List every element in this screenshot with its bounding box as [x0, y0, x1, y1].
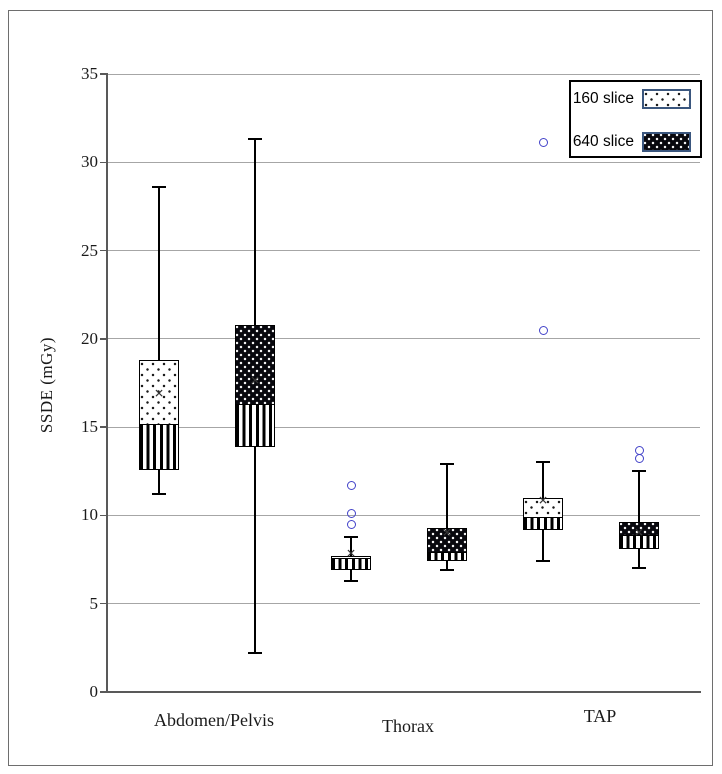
y-axis-title: SSDE (mGy): [37, 336, 56, 434]
gridline: [107, 427, 700, 428]
y-axis-tick: [100, 162, 106, 164]
y-axis-tick-label: 0: [89, 682, 98, 701]
mean-marker: ✕: [441, 525, 453, 540]
legend: [569, 80, 702, 158]
whisker-upper-line-160-slice: [158, 187, 160, 360]
y-axis-line: [106, 73, 108, 693]
x-axis-line: [106, 691, 701, 693]
whisker-cap-min: [632, 567, 646, 569]
category-label-tap: TAP: [583, 706, 617, 726]
whisker-lower-line-640-slice: [254, 447, 256, 654]
outlier-marker: [347, 520, 356, 529]
gridline: [107, 603, 700, 604]
outlier-marker: [635, 454, 644, 463]
gridline: [107, 162, 700, 163]
y-axis-tick: [100, 603, 106, 605]
y-axis-tick: [100, 691, 106, 693]
box-upper-quartile-segment: [428, 529, 466, 554]
whisker-cap-min: [440, 569, 454, 571]
whisker-cap-min: [344, 580, 358, 582]
y-axis-tick: [100, 426, 106, 428]
whisker-upper-line-640-slice: [446, 464, 448, 528]
legend-item-160-slice: [571, 89, 691, 109]
whisker-lower-line-160-slice: [158, 470, 160, 495]
legend-label-640-slice: 640 slice: [572, 133, 634, 150]
box-upper-quartile-segment: [524, 499, 562, 518]
y-axis-tick-label: 25: [81, 240, 98, 260]
mean-marker: ✕: [537, 493, 549, 508]
legend-label-160-slice: 160 slice: [572, 90, 634, 107]
box-lower-quartile-segment: [236, 405, 274, 445]
y-axis-tick-label: 10: [81, 505, 98, 525]
y-axis-tick-label: 20: [81, 328, 98, 348]
whisker-upper-line-640-slice: [638, 471, 640, 522]
outlier-marker: [635, 446, 644, 455]
whisker-cap-max: [344, 536, 358, 538]
y-axis-tick-label: 30: [81, 152, 98, 172]
whisker-upper-line-160-slice: [542, 462, 544, 497]
legend-swatch-640-slice-icon: [642, 132, 691, 152]
mean-marker: ✕: [633, 525, 645, 540]
whisker-lower-line-160-slice: [542, 530, 544, 562]
legend-item-640-slice: [571, 132, 691, 152]
category-label-abdomen-pelvis: Abdomen/Pelvis: [154, 710, 274, 730]
box-lower-quartile-segment: [428, 553, 466, 560]
box-160-slice: [139, 360, 179, 469]
gridline: [107, 515, 700, 516]
outlier-marker: [347, 509, 356, 518]
outlier-marker: [347, 481, 356, 490]
y-axis-tick: [100, 250, 106, 252]
whisker-upper-line-640-slice: [254, 139, 256, 324]
outlier-marker: [539, 138, 548, 147]
whisker-lower-line-640-slice: [638, 549, 640, 568]
gridline: [107, 338, 700, 339]
whisker-cap-max: [440, 463, 454, 465]
y-axis-tick: [100, 73, 106, 75]
whisker-cap-max: [632, 470, 646, 472]
box-lower-quartile-segment: [332, 559, 370, 569]
whisker-cap-max: [536, 461, 550, 463]
box-lower-quartile-segment: [140, 425, 178, 469]
category-label-thorax: Thorax: [382, 716, 434, 736]
box-160-slice: [523, 498, 563, 530]
outlier-marker: [539, 326, 548, 335]
box-upper-quartile-segment: [620, 523, 658, 535]
whisker-upper-line-160-slice: [350, 537, 352, 556]
y-axis-tick-label: 5: [89, 593, 98, 613]
box-upper-quartile-segment: [140, 361, 178, 425]
box-640-slice: [619, 522, 659, 548]
box-upper-quartile-segment: [236, 326, 274, 405]
whisker-cap-max: [152, 186, 166, 188]
whisker-cap-min: [536, 560, 550, 562]
y-axis-tick: [100, 515, 106, 517]
box-lower-quartile-segment: [524, 518, 562, 528]
mean-marker: ✕: [249, 373, 261, 388]
legend-swatch-160-slice-icon: [642, 89, 691, 109]
box-lower-quartile-segment: [620, 536, 658, 548]
y-axis-tick-label: 35: [81, 64, 98, 83]
box-640-slice: [427, 525, 467, 562]
whisker-cap-min: [152, 493, 166, 495]
whisker-cap-max: [248, 138, 262, 140]
gridline: [107, 250, 700, 251]
box-640-slice: [235, 325, 275, 447]
y-axis-tick: [100, 338, 106, 340]
gridline: [107, 74, 700, 75]
box-160-slice: [331, 556, 371, 570]
mean-marker: ✕: [345, 546, 357, 561]
y-axis-tick-label: 15: [81, 417, 98, 437]
whisker-cap-min: [248, 652, 262, 654]
mean-marker: ✕: [153, 386, 165, 401]
